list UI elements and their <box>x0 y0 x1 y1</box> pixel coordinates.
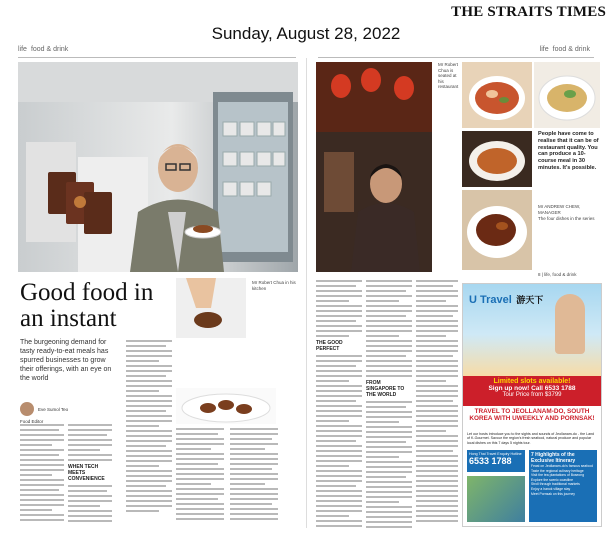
body-text-col-8 <box>416 280 458 528</box>
travel-advertisement[interactable] <box>462 283 602 527</box>
ad-body: Let our hosts introduce you to the sights and sounds of Jeollanam-do - the Land of K-Gourmet. Savour the region's fresh seafood, natural produce and popular local dishes on this 7 days 5 nights tour. <box>467 432 595 445</box>
main-photo-caption: Mr Robert Chua in his kitchen <box>252 280 296 291</box>
body-text-col-2 <box>68 424 112 528</box>
section-label: food & drink <box>30 46 69 53</box>
ad-logo-cn: 游天下 <box>516 295 544 305</box>
food-photo-duck <box>462 190 532 270</box>
byline <box>20 400 120 424</box>
newspaper-title: THE STRAITS TIMES <box>451 4 606 20</box>
ad-phone: 6533 1788 <box>469 456 512 466</box>
ad-promo-banner[interactable] <box>463 376 601 406</box>
pull-quote: People have come to realise that it can be of restaurant quality. You can produce a 10-course meal in 30 minutes. It's possible. <box>538 131 599 171</box>
vertical-gutter <box>306 58 307 528</box>
issue-date: Sunday, August 28, 2022 <box>211 24 401 43</box>
article-standfirst: The burgeoning demand for tasty ready-to-eat meals has spurred businesses to grow their offerings, with an eye on the world <box>20 339 112 382</box>
section-header-left <box>18 46 296 58</box>
author-role: Food Editor <box>20 419 44 424</box>
ad-hero-image <box>463 284 601 376</box>
ad-highlight-item: Meet Pornsak on this journey <box>531 491 575 496</box>
body-text-col-3 <box>126 340 172 528</box>
ad-highlight-item: Explore the scenic coastline <box>531 477 574 482</box>
food-photos-caption: The four dishes in the series <box>538 216 595 221</box>
body-text-col-7 <box>366 280 412 528</box>
author-avatar <box>20 402 34 416</box>
body-text-col-1 <box>20 424 64 528</box>
body-text-col-5 <box>230 428 278 528</box>
ad-promo-sign: Sign up now! Call 6533 1788 <box>488 385 576 392</box>
section-label: life <box>18 46 27 53</box>
ad-photo-strip <box>467 476 525 522</box>
subhead: WHEN TECH MEETS CONVENIENCE <box>68 464 105 482</box>
pull-quote-attribution: Mr ANDREW CHEW, MANAGER <box>538 204 581 215</box>
food-inset-plate <box>176 388 276 424</box>
section-label: life <box>539 46 549 53</box>
ad-highlight-item: Feast on Jeollanam-do's famous seafood <box>531 464 593 468</box>
article-headline: Good food in an instant <box>20 279 154 332</box>
masthead <box>0 0 612 22</box>
body-text-col-6 <box>316 280 362 528</box>
body-text-col-4 <box>176 428 224 528</box>
main-photo <box>18 62 298 272</box>
food-photo-curry <box>462 131 532 187</box>
section-header-right <box>318 46 594 58</box>
ad-highlight-item: Stroll through traditional markets <box>531 482 580 487</box>
ad-highlight-item: Taste the regional culinary heritage <box>531 468 584 473</box>
ad-agency: Hong Thai Travel Enquiry Hotline <box>469 452 522 456</box>
subhead: FROM SINGAPORE TO THE WORLD <box>366 380 405 398</box>
ad-promo-price: Tour Price from $3799 <box>502 392 562 398</box>
ad-highlights-title: 7 Highlights of the Exclusive Itinerary <box>531 452 576 464</box>
chef-photo-caption: Mr Robert Chua is seated at his restaurant <box>438 62 459 89</box>
ad-promo-top: Limited slots available! <box>493 378 571 385</box>
author-name: Eve Sumol Teo <box>38 406 69 412</box>
food-photo-noodles <box>534 62 600 128</box>
chef-photo <box>316 62 432 272</box>
page-number: 8 | life, food & drink <box>538 272 577 277</box>
ad-headline: TRAVEL TO JEOLLANAM-DO, SOUTH KOREA WITH UWEEKLY AND PORNSAK! <box>469 408 595 423</box>
food-photo-soup <box>462 62 532 128</box>
ad-highlight-item: Visit the tea plantations of Boseong <box>531 473 585 478</box>
ad-logo <box>469 290 543 308</box>
ad-logo-text: U Travel <box>469 294 512 306</box>
ad-contact-box[interactable] <box>467 450 525 472</box>
subhead: THE GOOD PERFECT <box>316 340 343 352</box>
food-inset-hand <box>176 278 246 338</box>
section-label: food & drink <box>552 46 590 53</box>
ad-highlights-box <box>529 450 597 522</box>
ad-host-photo <box>555 294 585 354</box>
ad-highlight-item: Enjoy a hanok village stay <box>531 486 571 491</box>
